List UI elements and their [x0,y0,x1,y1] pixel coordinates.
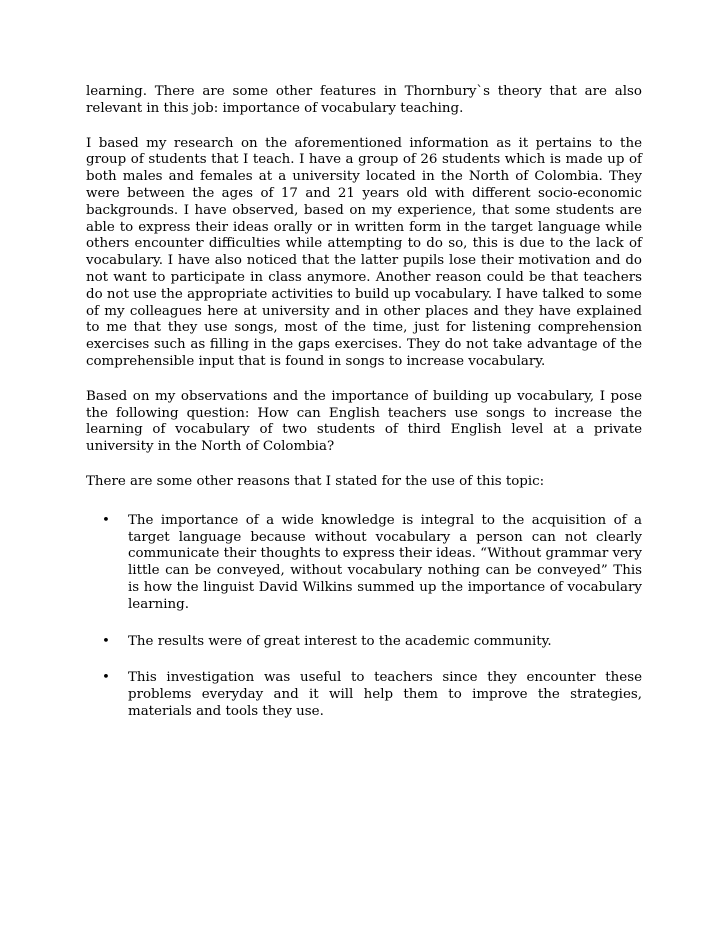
bullet-icon: • [102,670,110,686]
paragraph-research-question: Based on my observations and the importance of building up vocabulary, I pose the following question: How can English teachers use songs to increase the learning of vocabulary of two students of third English level at a private university in the North of Colombia? [86,388,642,455]
paragraph-reasons-intro: There are some other reasons that I stated for the use of this topic: [86,473,545,489]
list-item [86,634,642,651]
document-page [86,84,642,721]
list-item [86,513,642,614]
list-item-text: This investigation was useful to teachers since they encounter these problems everyday and it will help them to improve the strategies, materials and tools they use. [128,670,642,719]
reasons-list [86,513,642,721]
list-item-text: The importance of a wide knowledge is integral to the acquisition of a target language because without vocabulary a person can not clearly communicate their thoughts to express their ideas. “Without grammar very little can be conveyed, without vocabulary nothing can be conveyed” This is how the linguist David Wilkins summed up the importance of vocabulary learning. [128,512,642,612]
list-item-text: The results were of great interest to the academic community. [128,633,552,649]
bullet-icon: • [102,633,110,649]
list-item [86,670,642,720]
paragraph-research-context: I based my research on the aforementioned information as it pertains to the group of students that I teach. I have a group of 26 students which is made up of both males and females at a university located in the North of Colombia. They were between the ages of 17 and 21 years old with different socio-economic backgrounds. I have observed, based on my experience, that some students are able to express their ideas orally or in written form in the target language while others encounter difficulties while attempting to do so, this is due to the lack of vocabulary. I have also noticed that the latter pupils lose their motivation and do not want to participate in class anymore. Another reason could be that teachers do not use the appropriate activities to build up vocabulary. I have talked to some of my colleagues here at university and in other places and they have explained to me that they use songs, most of the time, just for listening comprehension exercises such as filling in the gaps exercises. They do not take advantage of the comprehensible input that is found in songs to increase vocabulary. [86,135,642,369]
bullet-icon: • [102,512,110,528]
paragraph-intro: learning. There are some other features in Thornbury`s theory that are also relevant in this job: importance of vocabulary teaching. [86,84,642,116]
